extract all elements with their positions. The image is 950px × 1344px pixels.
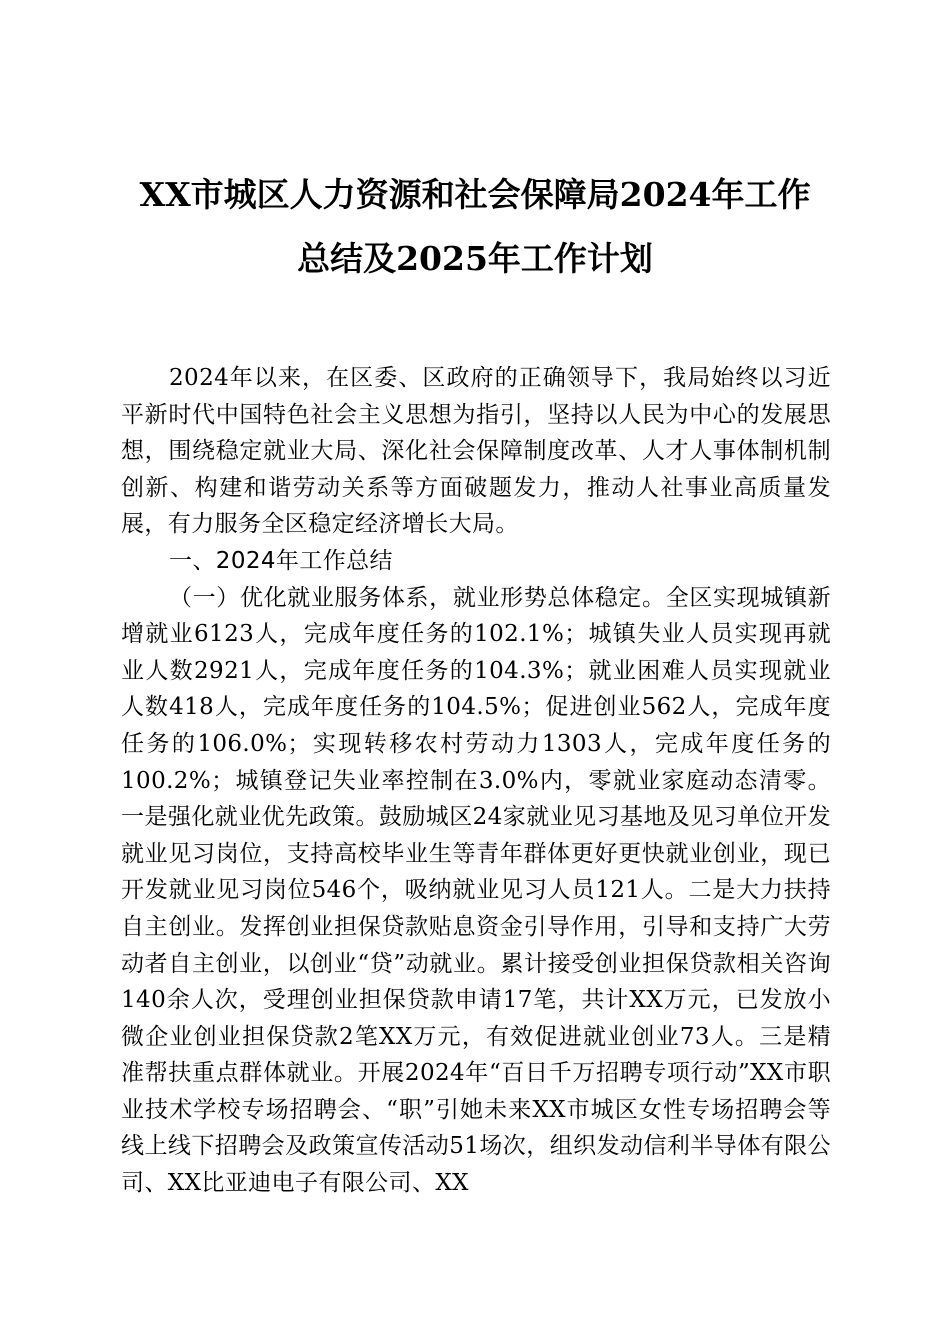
document-title	[110, 163, 840, 291]
intro-paragraph: 2024年以来，在区委、区政府的正确领导下，我局始终以习近平新时代中国特色社会主义思想为指引，坚持以人民为中心的发展思想，围绕稳定就业大局、深化社会保障制度改革、人才人事体制机制创新、构建和谐劳动关系等方面破题发力，推动人社事业高质量发展，有力服务全区稳定经济增长大局。	[121, 365, 831, 538]
title-line-1: XX市城区人力资源和社会保障局2024年工作	[139, 175, 811, 214]
subsection-body-1: 全区实现城镇新增就业6123人，完成年度任务的102.1%；城镇失业人员实现再就业人数2921人，完成年度任务的104.3%；就业困难人员实现就业人数418人，完成年度任务的104.5%；促进创业562人，完成年度任务的106.0%；实现转移农村劳动力1303人，完成年度任务的100.2%；城镇登记失业率控制在3.0%内，零就业家庭动态清零。一是强化就业优先政策。鼓励城区24家就业见习基地及见习单位开发就业见习岗位，支持高校毕业生等青年群体更好更快就业创业，现已开发就业见习岗位546个，吸纳就业见习人员121人。二是大力扶持自主创业。发挥创业担保贷款贴息资金引导作用，引导和支持广大劳动者自主创业，以创业“贷”动就业。累计接受创业担保贷款相关咨询140余人次，受理创业担保贷款申请17笔，共计XX万元，已发放小微企业创业担保贷款2笔XX万元，有效促进就业创业73人。三是精准帮扶重点群体就业。开展2024年“百日千万招聘专项行动”XX市职业技术学校专场招聘会、“职”引她未来XX市城区女性专场招聘会等线上线下招聘会及政策宣传活动51场次，组织发动信利半导体有限公司、XX比亚迪电子有限公司、XX	[121, 584, 831, 1197]
subsection-title-1: （一）优化就业服务体系，就业形势总体稳定。	[169, 584, 666, 611]
subsection-paragraph-1	[121, 580, 831, 1202]
title-line-2: 总结及2025年工作计划	[297, 239, 653, 278]
section-heading-1: 一、2024年工作总结	[169, 547, 393, 574]
document-body	[121, 360, 831, 1202]
